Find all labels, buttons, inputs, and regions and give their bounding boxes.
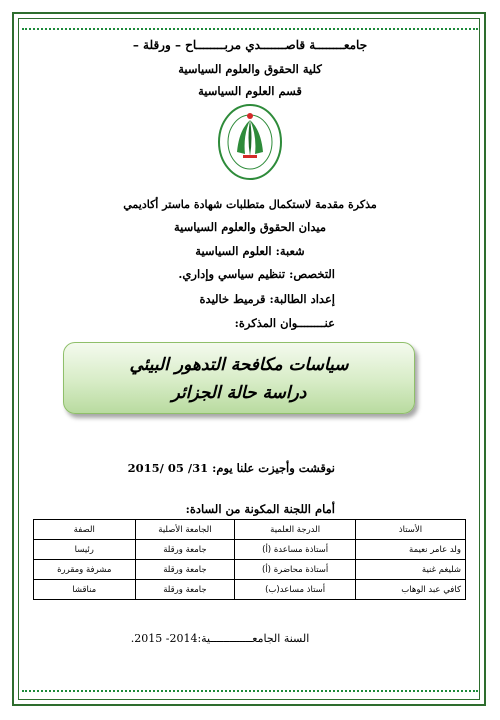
thesis-field: ميدان الحقوق والعلوم السياسية (174, 220, 326, 234)
column-professor: الأستاذ (355, 520, 465, 540)
faculty-name: كلية الحقوق والعلوم السياسية (178, 62, 322, 76)
table-row (34, 580, 466, 600)
member-rank: أستاذ مساعد(ب) (235, 580, 356, 600)
thesis-title-line1: سياسات مكافحة التدهور البيئي (129, 355, 349, 375)
table-row (34, 560, 466, 580)
column-rank: الدرجة العلمية (235, 520, 356, 540)
defense-date: نوقشت وأجيزت علنا يوم: 31/ 05 /2015 (127, 461, 335, 475)
thesis-title-label: عنــــــــوان المذكرة: (234, 316, 335, 330)
member-name: كافي عبد الوهاب (355, 580, 465, 600)
university-name: جامعــــــــة قاصـــــــدي مربــــــــاح – ورقلة – (132, 38, 368, 52)
member-rank: أستاذة مساعدة (أ) (235, 540, 356, 560)
member-name: شليغم غنية (355, 560, 465, 580)
thesis-specialty: التخصص: تنظيم سياسي وإداري. (178, 267, 335, 281)
thesis-title-line2: دراسة حالة الجزائر (171, 383, 307, 403)
top-dotted-rule (22, 28, 478, 30)
thesis-author: إعداد الطالبة: قرميط خاليدة (199, 292, 335, 306)
member-role: رئيسا (34, 540, 136, 560)
column-role: الصفة (34, 520, 136, 540)
table-row (34, 540, 466, 560)
member-university: جامعة ورقلة (135, 540, 235, 560)
university-logo (217, 102, 283, 182)
committee-header-row (34, 520, 466, 540)
member-university: جامعة ورقلة (135, 560, 235, 580)
academic-year: السنة الجامعـــــــــــــية:2014- 2015. (130, 632, 310, 645)
thesis-title-box (63, 342, 415, 414)
bottom-dotted-rule (22, 690, 478, 692)
column-university: الجامعة الأصلية (135, 520, 235, 540)
thesis-branch: شعبة: العلوم السياسية (195, 244, 305, 258)
member-name: ولد عامر نعيمة (355, 540, 465, 560)
member-university: جامعة ورقلة (135, 580, 235, 600)
member-role: مناقشا (34, 580, 136, 600)
member-rank: أستاذة محاضرة (أ) (235, 560, 356, 580)
department-name: قسم العلوم السياسية (198, 84, 302, 98)
member-role: مشرفة ومقررة (34, 560, 136, 580)
committee-table (33, 519, 466, 600)
thesis-purpose: مذكرة مقدمة لاستكمال متطلبات شهادة ماستر أكاديمي (123, 198, 377, 211)
committee-heading: أمام اللجنة المكونة من السادة: (185, 502, 335, 516)
